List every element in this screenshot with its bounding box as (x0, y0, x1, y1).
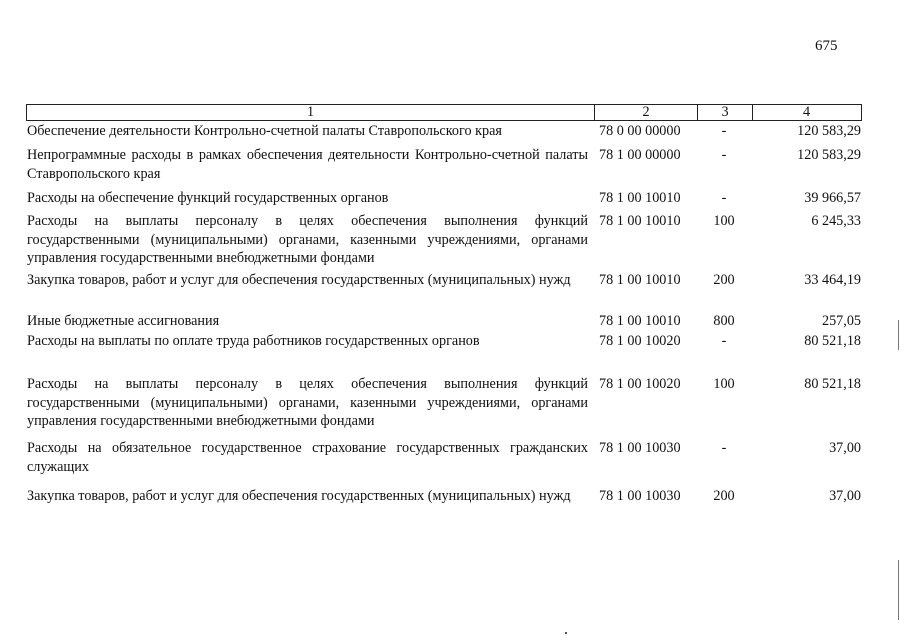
row-amount: 33 464,19 (804, 272, 861, 288)
table-header (26, 104, 862, 121)
page-number: 675 (815, 38, 838, 54)
row-code: 78 1 00 00000 (599, 147, 681, 163)
row-name: Расходы на выплаты персоналу в целях обеспечения выполнения функций государственными (муниципальными) органами, казенными учреждениями, органами управления государственными внебюджетными фондами (27, 213, 588, 266)
row-expense-type: - (721, 440, 727, 456)
row-expense-type: - (721, 190, 727, 206)
row-amount: 6 245,33 (811, 213, 861, 229)
row-code: 78 1 00 10010 (599, 313, 681, 329)
row-amount: 120 583,29 (797, 123, 861, 139)
row-name: Расходы на обеспечение функций государственных органов (27, 190, 389, 206)
row-expense-type: 800 (713, 313, 735, 329)
row-expense-type: 100 (713, 213, 735, 229)
header-col-3: 3 (698, 105, 753, 120)
row-name: Иные бюджетные ассигнования (27, 313, 220, 329)
row-name: Обеспечение деятельности Контрольно-счетной палаты Ставропольского края (27, 123, 502, 139)
row-code: 78 1 00 10030 (599, 488, 681, 504)
row-expense-type: 100 (713, 376, 735, 392)
row-name: Закупка товаров, работ и услуг для обеспечения государственных (муниципальных) нужд (27, 272, 571, 288)
row-amount: 37,00 (829, 488, 861, 504)
row-code: 78 1 00 10020 (599, 333, 681, 349)
row-code: 78 1 00 10030 (599, 440, 681, 456)
row-expense-type: 200 (713, 488, 735, 504)
row-amount: 39 966,57 (804, 190, 861, 206)
row-expense-type: 200 (713, 272, 735, 288)
row-amount: 80 521,18 (804, 333, 861, 349)
row-name: Расходы на обязательное государственное страхование государственных гражданских служащих (27, 440, 588, 475)
row-amount: 257,05 (821, 313, 861, 329)
header-col-4: 4 (802, 104, 811, 120)
row-amount: 80 521,18 (804, 376, 861, 392)
row-code: 78 0 00 00000 (599, 123, 681, 139)
row-code: 78 1 00 10020 (599, 376, 681, 392)
row-expense-type: - (721, 123, 727, 139)
header-col-2: 2 (595, 105, 698, 120)
row-expense-type: - (721, 147, 727, 163)
header-col-1: 1 (27, 105, 595, 120)
row-code: 78 1 00 10010 (599, 190, 681, 206)
page-edge-mark (898, 560, 899, 620)
scan-speck (565, 632, 567, 634)
row-code: 78 1 00 10010 (599, 272, 681, 288)
row-name: Закупка товаров, работ и услуг для обеспечения государственных (муниципальных) нужд (27, 488, 571, 504)
row-name: Непрограммные расходы в рамках обеспечения деятельности Контрольно-счетной палаты Ставропольского края (27, 147, 588, 182)
row-name: Расходы на выплаты персоналу в целях обеспечения выполнения функций государственными (муниципальными) органами, казенными учреждениями, органами управления государственными внебюджетными фондами (27, 376, 588, 429)
row-expense-type: - (721, 333, 727, 349)
row-amount: 37,00 (829, 440, 861, 456)
row-code: 78 1 00 10010 (599, 213, 681, 229)
row-name: Расходы на выплаты по оплате труда работников государственных органов (27, 333, 480, 349)
page-edge-mark (898, 320, 899, 350)
row-amount: 120 583,29 (797, 147, 861, 163)
